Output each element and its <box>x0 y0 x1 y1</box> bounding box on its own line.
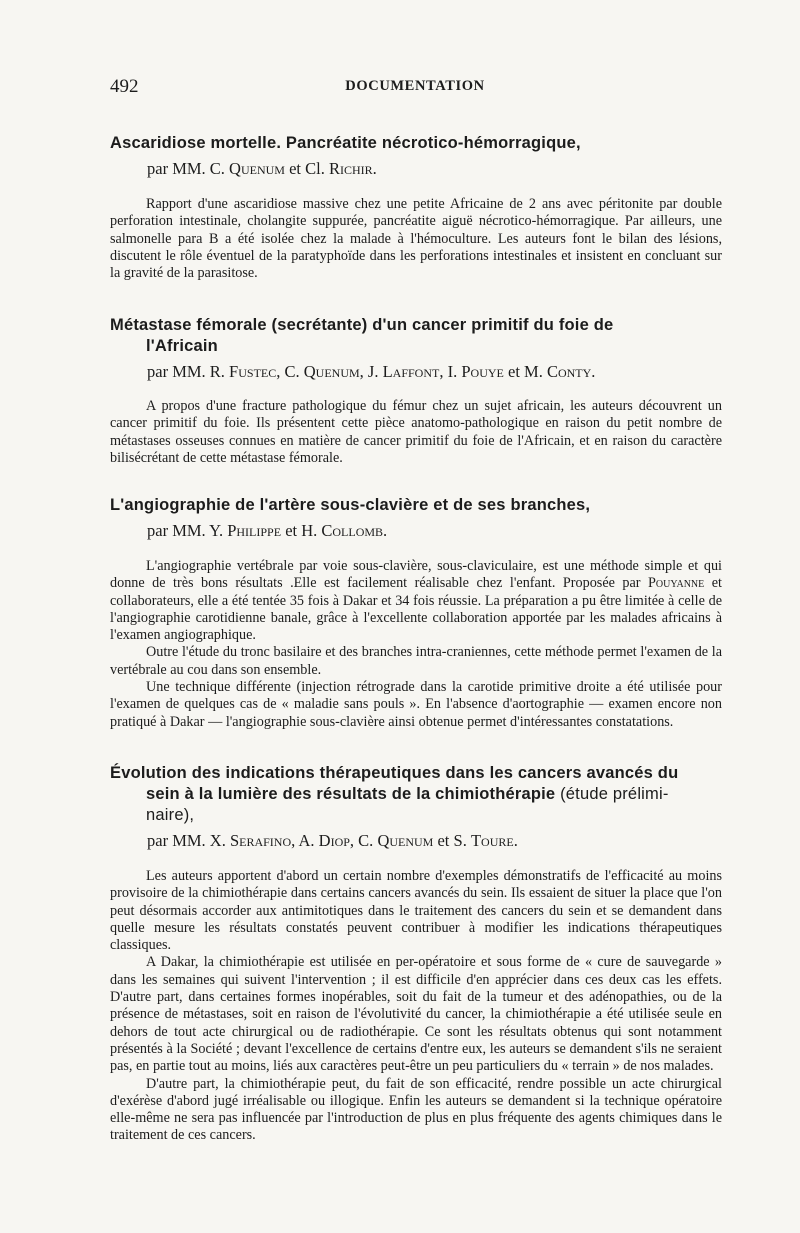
author-name: Quenum, <box>303 362 364 381</box>
summary-paragraph: D'autre part, la chimiothérapie peut, du fait de son efficacité, rendre possible un acte chirurgical d'exérèse d'abord jugé irréalisable ou illogique. Enfin les auteurs se demandent si la technique opératoire elle-même ne sera pas influencée par l'introduction de plus en plus fréquente des agents chimiques dans le traitement de ces cancers. <box>110 1075 722 1144</box>
article-angiographie <box>110 495 722 731</box>
article-summary <box>110 558 722 731</box>
article-title: Ascaridiose mortelle. Pancréatite nécrotico-hémorragique, <box>110 134 581 152</box>
article-summary <box>110 196 722 282</box>
author-name: Toure. <box>470 831 518 850</box>
author-name: Laffont, <box>382 362 444 381</box>
page-number: 492 <box>110 76 139 97</box>
article-title: Métastase fémorale (secrétante) d'un cancer primitif du foie de l'Africain <box>110 316 614 355</box>
author-name: Richir. <box>328 159 377 178</box>
running-title: DOCUMENTATION <box>345 78 485 94</box>
author-name: Quenum <box>229 159 285 178</box>
author-name: Collomb. <box>321 521 388 540</box>
article-summary <box>110 868 722 1145</box>
article-title: L'angiographie de l'artère sous-clavière et de ses branches, <box>110 496 591 514</box>
author-name: Serafino, <box>229 831 296 850</box>
article-authors: par MM. C. Quenum et Cl. Richir. <box>147 159 377 178</box>
article-authors: par MM. X. Serafino, A. Diop, C. Quenum et S. Toure. <box>147 831 518 850</box>
article-authors: par MM. R. Fustec, C. Quenum, J. Laffont, I. Pouye et M. Conty. <box>147 362 596 381</box>
summary-paragraph: A Dakar, la chimiothérapie est utilisée en per-opératoire et sous forme de « cure de sauvegarde » dans les semaines qui suivent l'intervention ; il est difficile d'en apprécier dans ces deux cas les effets. D'autre part, dans certaines formes inopérables, soit du fait de la tumeur et des adénopathies, ou de la présence de métastases, soit en raison de l'évolutivité du cancer, la chimiothérapie a été utilisée seule en dehors de tout acte chirurgical ou de radiothérapie. Ce sont les résultats obtenus qui sont notamment présentés à la Société ; devant l'excellence de certains d'entre eux, les auteurs se demandent s'ils ne seraient pas, en partie tout au moins, liés aux caractères peut-être un peu particuliers du « terrain » de nos malades. <box>110 954 722 1075</box>
author-name: Conty. <box>546 362 596 381</box>
summary-paragraph: Rapport d'une ascaridiose massive chez une petite Africaine de 2 ans avec péritonite par double perforation intestinale, cholangite suppurée, pancréatite aiguë nécrotico-hémorragique. Par ailleurs, une salmonelle para B a été isolée chez la malade à l'hémoculture. Les auteurs font le bilan des lésions, discutent le rôle éventuel de la paratyphoïde dans les perforations intestinales et insistent en concluant sur la gravité de la parasitose. <box>110 196 722 282</box>
summary-paragraph: L'angiographie vertébrale par voie sous-clavière, sous-claviculaire, est une méthode simple et qui donne de très bons résultats .Elle est facilement réalisable chez l'enfant. Proposée par Pouyanne et collaborateurs, elle a été tentée 35 fois à Dakar et 34 fois réussie. La préparation a pu être limitée à celle de l'angiographie carotidienne banale, grâce à l'excellente collaboration apportée par les malades africains à l'examen angiographique. <box>110 558 722 644</box>
article-ascaridiose <box>110 133 722 282</box>
author-name: Diop, <box>318 831 355 850</box>
author-name: Quenum <box>377 831 434 850</box>
article-metastase-femorale <box>110 315 722 467</box>
summary-paragraph: Outre l'étude du tronc basilaire et des branches intra-craniennes, cette méthode permet l'examen de la vertébrale au cou dans son ensemble. <box>110 644 722 678</box>
author-name: Philippe <box>227 521 282 540</box>
author-name: Pouyanne <box>648 575 705 592</box>
author-name: Fustec, <box>229 362 281 381</box>
running-head <box>110 76 720 100</box>
summary-paragraph: Les auteurs apportent d'abord un certain nombre d'exemples démonstratifs de l'efficacité au moins provisoire de la chimiothérapie dans certains cancers avancés du sein. Ils essaient de situer la place que l'on peut désormais accorder aux antimitotiques dans le traitement des cancers du sein et se demandent dans quelle mesure les résultats constatés peuvent contribuer à modifier les indications thérapeutiques classiques. <box>110 868 722 954</box>
article-title: Évolution des indications thérapeutiques dans les cancers avancés du sein à la lumière des résultats de la chimiothérapie (étude prélimi- naire), <box>110 764 679 824</box>
article-cancers-sein <box>110 763 722 1145</box>
summary-paragraph: Une technique différente (injection rétrograde dans la carotide primitive droite a été utilisée pour l'examen de quelques cas de « maladie sans pouls ». En l'absence d'aortographie — examen encore non pratiqué à Dakar — l'angiographie sous-clavière ainsi obtenue permet d'intéressantes constatations. <box>110 679 722 730</box>
article-summary <box>110 398 722 467</box>
author-name: Pouye <box>461 362 504 381</box>
summary-paragraph: A propos d'une fracture pathologique du fémur chez un sujet africain, les auteurs découvrent un cancer primitif du foie. Ils présentent cette pièce anatomo-pathologique en raison du petit nombre de métastases osseuses connues en matière de cancer primitif du foie de l'Africain, et en raison du caractère bilisécrétant de cette métastase fémorale. <box>110 398 722 466</box>
article-authors: par MM. Y. Philippe et H. Collomb. <box>147 521 388 540</box>
